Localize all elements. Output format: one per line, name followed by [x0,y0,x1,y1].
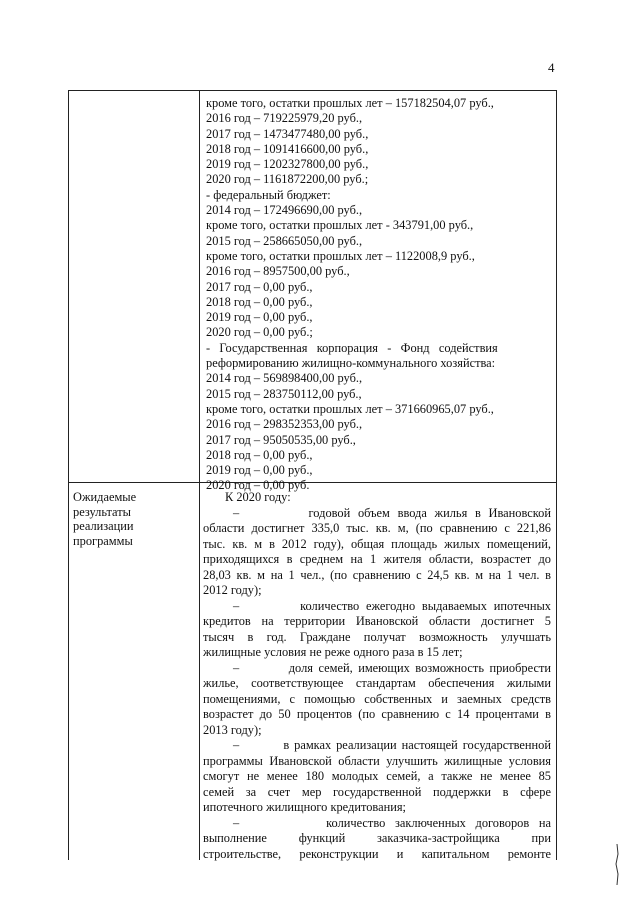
results-line: приходящихся в среднем на 1 жителя области, возрастет до [203,552,551,566]
funding-line: 2019 год – 1202327800,00 руб., [206,157,369,172]
funding-line: 2014 год – 172496690,00 руб., [206,203,363,218]
funding-line: 2017 год – 1473477480,00 руб., [206,126,369,141]
table-top-border [68,90,557,91]
funding-line: 2017 год – 0,00 руб., [206,279,313,294]
funding-line: 2016 год – 298352353,00 руб., [206,417,363,432]
results-intro: К 2020 году: [225,490,291,504]
results-line: 28,03 кв. м на 1 чел., (по сравнению с 24,5 кв. м на 1 чел. в [203,567,551,582]
results-line: выполнение функций заказчика-застройщика при [203,831,551,845]
funding-line: 2015 год – 283750112,00 руб., [206,386,362,401]
results-label [73,490,136,548]
results-line: программы Ивановской области улучшить жилищные условия [203,753,551,768]
funding-cell [206,95,557,493]
results-label-line: программы [73,533,133,548]
table-column-divider [199,90,200,860]
results-label-line: результаты [73,504,131,519]
results-line: строительстве, реконструкции и капитальном ремонте [203,846,551,861]
results-line: жилье, соответствующее стандартам обеспечения жилыми [203,676,551,690]
funding-line: 2016 год – 8957500,00 руб., [206,264,350,279]
funding-line: 2020 год – 0,00 руб.; [206,325,313,340]
results-line: тысяч в год. Граждане получат возможность улучшать [203,629,551,644]
funding-line: кроме того, остатки прошлых лет – 371660965,07 руб., [206,401,494,416]
results-line: тыс. кв. м в 2012 году), общая площадь жилых помещений, [203,536,551,551]
results-line: смогут не менее 180 молодых семей, а также не менее 85 [203,769,551,783]
funding-line: 2019 год – 0,00 руб., [206,310,313,325]
results-line: 2013 году); [203,722,262,737]
results-line: области достигнет 335,0 тыс. кв. м, (по сравнению с 221,86 [203,521,551,535]
results-line: ипотечного жилищного кредитования; [203,800,406,814]
results-label-line: Ожидаемые [73,490,137,504]
funding-line: 2017 год – 95050535,00 руб., [206,432,356,447]
funding-line: кроме того, остатки прошлых лет – 157182504,07 руб., [206,96,494,110]
margin-mark-icon [612,842,622,887]
results-line: помещениями, с помощью собственных и заемных средств [203,691,551,706]
funding-line: кроме того, остатки прошлых лет - 343791,00 руб., [206,218,474,233]
funding-line: - Государственная корпорация - Фонд содействия [206,340,498,355]
funding-line: 2014 год – 569898400,00 руб., [206,371,363,386]
results-line: 2012 году); [203,583,262,597]
table-left-border [68,90,69,860]
results-cell [203,489,551,861]
funding-line: 2016 год – 719225979,20 руб., [206,111,363,126]
results-line: – количество ежегодно выдаваемых ипотечных [233,598,551,613]
results-line: семей за счет мер государственной поддержки в сфере [203,784,551,799]
results-line: возрастет до 50 процентов (по сравнению с 14 процентами в [203,707,551,721]
funding-line: 2020 год – 0,00 руб. [206,478,310,493]
results-line: – количество заключенных договоров на [233,815,551,830]
funding-line: 2018 год – 0,00 руб., [206,294,313,309]
funding-line: кроме того, остатки прошлых лет – 1122008,9 руб., [206,248,475,263]
page-number: 4 [548,60,555,75]
results-label-line: реализации [73,519,134,533]
funding-line: - федеральный бюджет: [206,187,331,202]
results-line: жилищные условия не реже одного раза в 15 лет; [203,645,463,659]
funding-line: 2018 год – 0,00 руб., [206,447,313,462]
results-body [203,505,551,862]
funding-line: 2018 год – 1091416600,00 руб., [206,141,369,156]
funding-line: реформированию жилищно-коммунального хозяйства: [206,356,496,371]
funding-line: 2015 год – 258665050,00 руб., [206,233,363,248]
results-line: кредитов на территории Ивановской области достигнет 5 [203,614,551,628]
results-line: – годовой объем ввода жилья в Ивановской [233,505,551,520]
results-line: – доля семей, имеющих возможность приобрести [233,660,551,675]
funding-line: 2020 год – 1161872200,00 руб.; [206,172,369,187]
funding-line: 2019 год – 0,00 руб., [206,463,313,478]
results-line: – в рамках реализации настоящей государственной [233,738,551,752]
